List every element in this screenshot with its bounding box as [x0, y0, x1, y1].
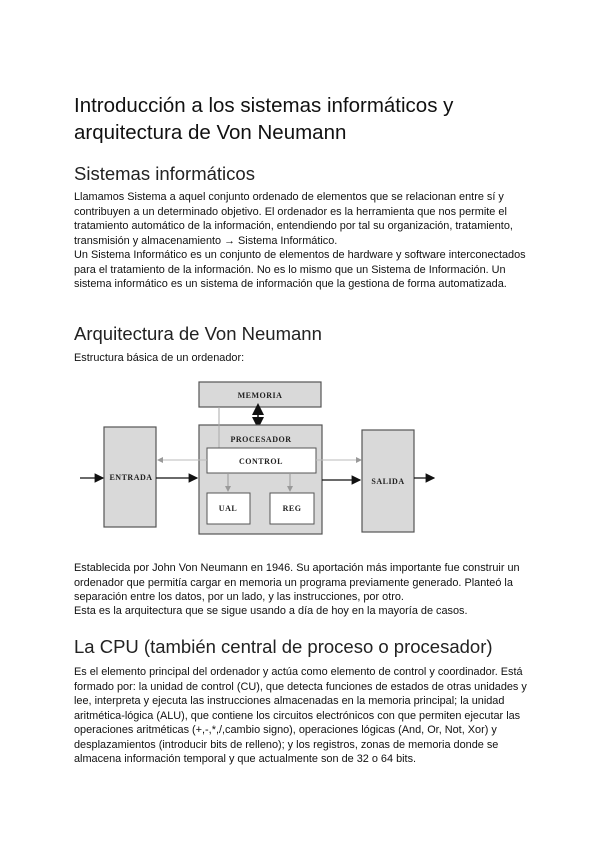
svg-text:REG: REG [282, 504, 302, 513]
paragraph: Un Sistema Informático es un conjunto de elementos de hardware y software interconectados para el tratamiento de la información. No es lo mismo que un Sistema de Información. Un sistema informático es un sistema de información que la gestiona de forma automatizada. [74, 249, 526, 290]
paragraph: Llamamos Sistema a aquel conjunto ordenado de elementos que se relacionan entre sí y contribuyen a un determinado objetivo. El ordenador es la herramienta que nos permite el tratamiento automático de la información, entendiendo por tal su organización, tratamiento, transmisión y almacenamiento → Sistema Informático. [74, 191, 513, 247]
svg-text:UAL: UAL [218, 504, 238, 513]
svg-text:PROCESADOR: PROCESADOR [230, 435, 292, 444]
svg-text:SALIDA: SALIDA [371, 477, 405, 486]
salida-box [362, 430, 414, 532]
entrada-box [104, 427, 156, 527]
svg-text:CONTROL: CONTROL [239, 457, 283, 466]
paragraph: Es el elemento principal del ordenador y actúa como elemento de control y coordinador. Está formado por: la unidad de control (CU), que detecta funciones de estados de otras unidades y lee, interpreta y ejecuta las instrucciones almacenadas en la memoria principal; la unidad aritmética-lógica (ALU), que contiene los circuitos electrónicos con que permiten ejecutar las operaciones aritméticas (+,-,*,/,cambio signo), operaciones lógicas (And, Or, Not, Xor) y desplazamientos (introducir bits de relleno); y los registros, zonas de memoria donde se almacena información temporal y que actualmente son de 32 o 64 bits. [74, 666, 527, 765]
section-heading-von-neumann: Arquitectura de Von Neumann [74, 323, 322, 344]
svg-text:ENTRADA: ENTRADA [109, 473, 153, 482]
page-title: Introducción a los sistemas informáticos y arquitectura de Von Neumann [74, 94, 454, 144]
reg-box [270, 493, 314, 524]
section-heading-cpu: La CPU (también central de proceso o procesador) [74, 636, 493, 657]
svg-text:MEMORIA: MEMORIA [237, 391, 283, 400]
memoria-box [199, 382, 321, 407]
paragraph: Establecida por John Von Neumann en 1946. Su aportación más importante fue construir un ordenador que permitía cargar en memoria un programa previamente generado. Planteó la separación entre los datos, por un lado, y las instrucciones, por otro. [74, 562, 520, 603]
diagram-intro: Estructura básica de un ordenador: [74, 352, 245, 364]
section-heading-sistemas: Sistemas informáticos [74, 163, 255, 184]
ual-box [207, 493, 250, 524]
control-box [207, 448, 316, 473]
paragraph: Esta es la arquitectura que se sigue usando a día de hoy en la mayoría de casos. [74, 605, 468, 617]
